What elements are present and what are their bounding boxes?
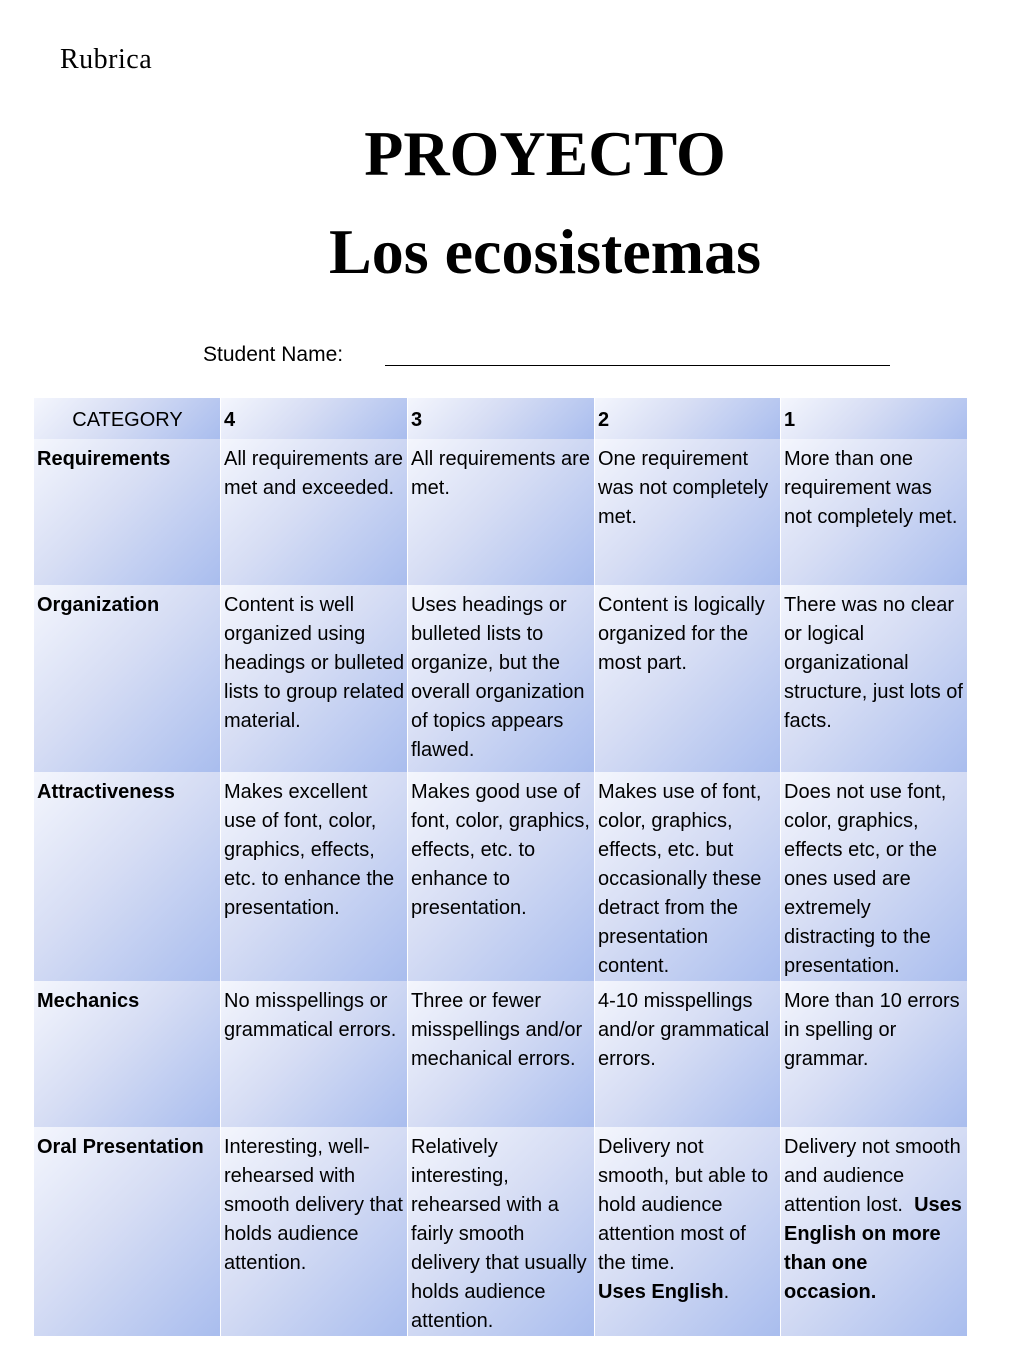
row-category: Attractiveness: [34, 772, 221, 981]
cell-score-1: Does not use font, color, graphics, effects etc, or the ones used are extremely distracting to the presentation.: [781, 772, 968, 981]
cell-score-4: Content is well organized using headings or bulleted lists to group related material.: [221, 585, 408, 772]
cell-score-4: All requirements are met and exceeded.: [221, 439, 408, 585]
rubric-table: [34, 398, 968, 1336]
header-score-4: 4: [221, 398, 408, 439]
cell-score-2: Content is logically organized for the most part.: [595, 585, 781, 772]
cell-score-2: [595, 1127, 781, 1336]
header-score-3: 3: [408, 398, 595, 439]
row-category: Oral Presentation: [34, 1127, 221, 1336]
cell-text: Delivery not smooth, but able to hold audience attention most of the time.: [598, 1136, 769, 1274]
cell-score-1: More than 10 errors in spelling or grammar.: [781, 981, 968, 1127]
cell-score-3: All requirements are met.: [408, 439, 595, 585]
corner-label: Rubrica: [60, 44, 153, 75]
table-header-row: [34, 398, 968, 439]
cell-score-4: Makes excellent use of font, color, graphics, effects, etc. to enhance the presentation.: [221, 772, 408, 981]
header-score-2: 2: [595, 398, 781, 439]
cell-score-4: Interesting, well-rehearsed with smooth delivery that holds audience attention.: [221, 1127, 408, 1336]
title-line-2: Los ecosistemas: [329, 216, 761, 287]
row-category: Organization: [34, 585, 221, 772]
title-line-1: PROYECTO: [364, 118, 726, 189]
cell-score-3: Makes good use of font, color, graphics, effects, etc. to enhance to presentation.: [408, 772, 595, 981]
table-row-mechanics: [34, 981, 968, 1127]
row-category: Mechanics: [34, 981, 221, 1127]
table-row-requirements: [34, 439, 968, 585]
cell-score-2: One requirement was not completely met.: [595, 439, 781, 585]
table-row-oral-presentation: [34, 1127, 968, 1336]
cell-score-3: Three or fewer misspellings and/or mechanical errors.: [408, 981, 595, 1127]
cell-score-1: [781, 1127, 968, 1336]
row-category: Requirements: [34, 439, 221, 585]
cell-score-3: Uses headings or bulleted lists to organize, but the overall organization of topics appears flawed.: [408, 585, 595, 772]
student-name-field: [203, 343, 343, 367]
cell-score-3: Relatively interesting, rehearsed with a fairly smooth delivery that usually holds audience attention.: [408, 1127, 595, 1336]
table-row-attractiveness: [34, 772, 968, 981]
cell-text: Delivery not smooth and audience attention lost.: [784, 1136, 961, 1216]
cell-score-2: Makes use of font, color, graphics, effects, etc. but occasionally these detract from the presentation content.: [595, 772, 781, 981]
header-category: CATEGORY: [34, 398, 221, 439]
cell-score-1: More than one requirement was not completely met.: [781, 439, 968, 585]
cell-bold-text: Uses English: [598, 1281, 724, 1303]
cell-score-4: No misspellings or grammatical errors.: [221, 981, 408, 1127]
table-row-organization: [34, 585, 968, 772]
cell-score-2: 4-10 misspellings and/or grammatical errors.: [595, 981, 781, 1127]
student-name-blank[interactable]: [385, 343, 890, 366]
cell-text-tail: .: [723, 1281, 730, 1303]
student-name-label: Student Name:: [203, 343, 344, 366]
cell-score-1: There was no clear or logical organizational structure, just lots of facts.: [781, 585, 968, 772]
header-score-1: 1: [781, 398, 968, 439]
cell-bold-text: Uses English on more than one occasion.: [784, 1194, 962, 1303]
